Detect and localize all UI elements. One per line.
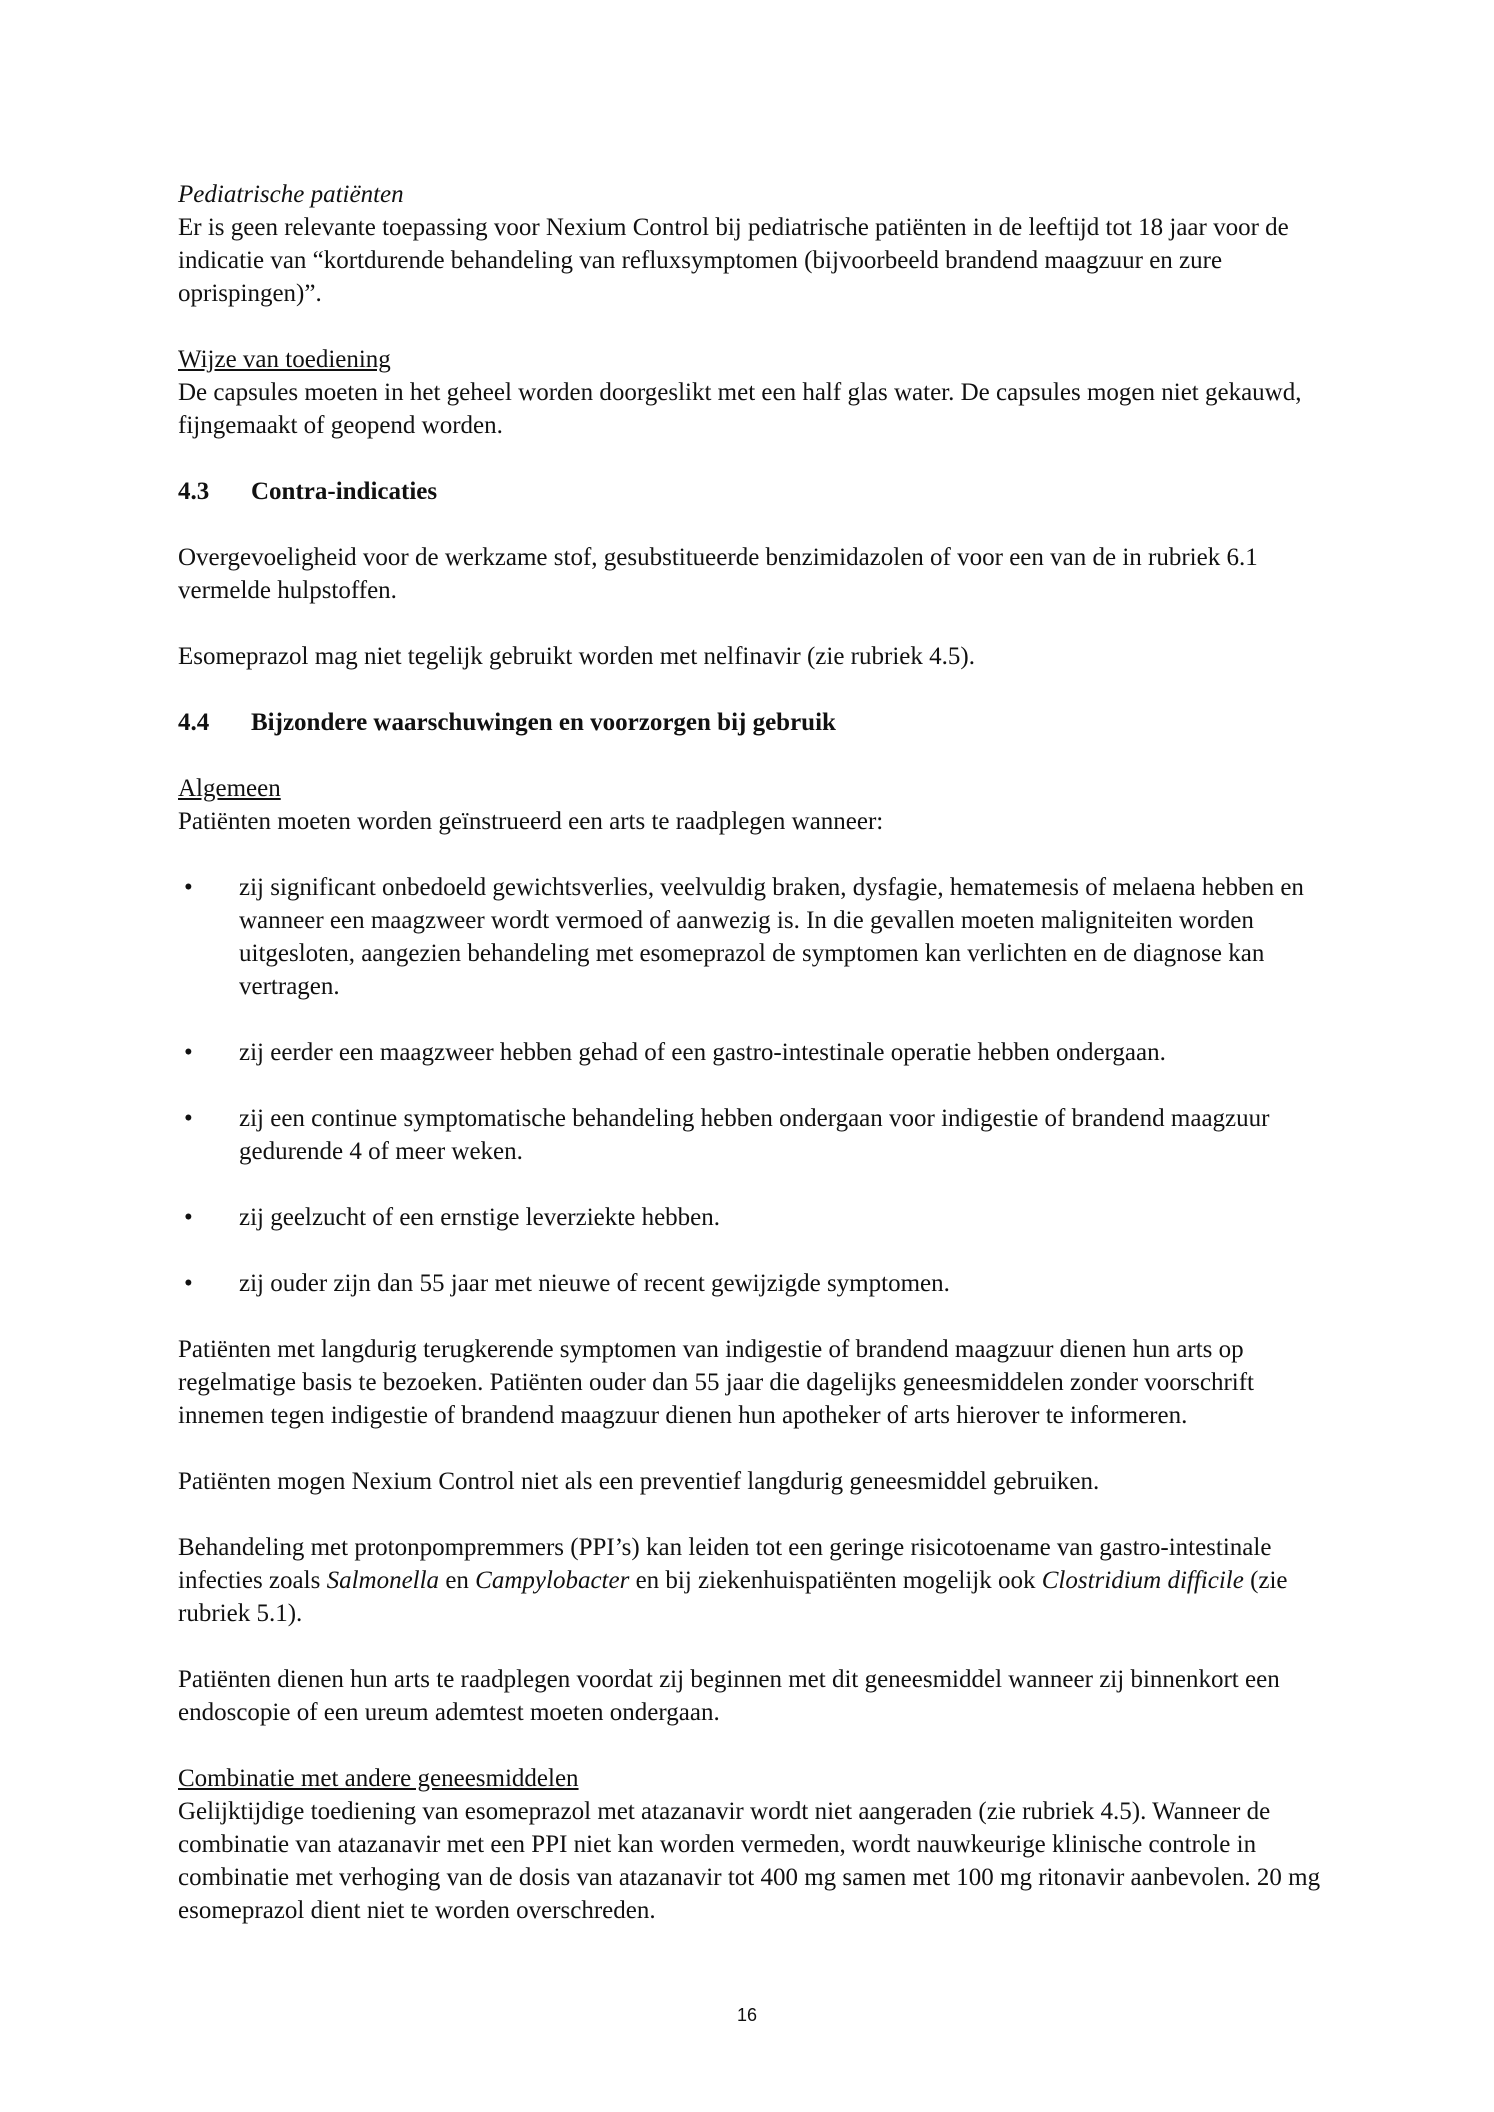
list-item-text: zij significant onbedoeld gewichtsverlies, veelvuldig braken, dysfagie, hematemesis of melaena hebben en wanneer een maagzweer wordt vermoed of aanwezig is. In die gevallen moeten maligniteiten worden uitgesloten, aangezien behandeling met esomeprazol de symptomen kan verlichten en de diagnose kan vertragen.: [239, 874, 1304, 1000]
salmonella-term: Salmonella: [326, 1567, 440, 1594]
ppi-text-d: (zie rubriek 5.1).: [178, 1567, 1288, 1627]
list-item-text: zij geelzucht of een ernstige leverziekte hebben.: [239, 1204, 721, 1231]
section-4-4-heading: [178, 706, 1338, 739]
nelfinavir-paragraph: Esomeprazol mag niet tegelijk gebruikt worden met nelfinavir (zie rubriek 4.5).: [178, 643, 975, 670]
section-title: Bijzondere waarschuwingen en voorzorgen bij gebruik: [251, 709, 836, 736]
section-4-3-heading: [178, 475, 1338, 508]
list-item: [178, 1267, 1338, 1300]
bullet-icon: •: [184, 1270, 193, 1297]
pediatric-heading: Pediatrische patiënten: [178, 181, 404, 208]
clostridium-term: Clostridium difficile: [1041, 1567, 1244, 1594]
endoscopy-paragraph: Patiënten dienen hun arts te raadplegen voordat zij beginnen met dit geneesmiddel wanneer zij binnenkort een endoscopie of een ureum ademtest moeten ondergaan.: [178, 1666, 1280, 1726]
ppi-text-b: en: [439, 1567, 476, 1594]
general-heading: Algemeen: [178, 775, 281, 802]
section-title: Contra-indicaties: [251, 478, 438, 505]
campylobacter-term: Campylobacter: [475, 1567, 630, 1594]
bullet-icon: •: [184, 1105, 193, 1132]
list-item: [178, 1201, 1338, 1234]
section-number: 4.3: [178, 478, 210, 505]
recurring-symptoms-paragraph: Patiënten met langdurig terugkerende symptomen van indigestie of brandend maagzuur dienen hun arts op regelmatige basis te bezoeken. Patiënten ouder dan 55 jaar die dagelijks geneesmiddelen zonder voorschrift innemen tegen indigestie of brandend maagzuur dienen hun apotheker of arts hierover te informeren.: [178, 1336, 1254, 1429]
list-item: [178, 871, 1338, 1003]
bullet-icon: •: [184, 1039, 193, 1066]
list-item-text: zij een continue symptomatische behandeling hebben ondergaan voor indigestie of brandend maagzuur gedurende 4 of meer weken.: [239, 1105, 1270, 1165]
list-item-text: zij ouder zijn dan 55 jaar met nieuwe of recent gewijzigde symptomen.: [239, 1270, 950, 1297]
contraindication-paragraph: Overgevoeligheid voor de werkzame stof, gesubstitueerde benzimidazolen of voor een van de in rubriek 6.1 vermelde hulpstoffen.: [178, 544, 1258, 604]
page-content: [178, 178, 1338, 1927]
general-intro: Patiënten moeten worden geïnstrueerd een arts te raadplegen wanneer:: [178, 808, 884, 835]
combination-heading: Combinatie met andere geneesmiddelen: [178, 1765, 579, 1792]
administration-text: De capsules moeten in het geheel worden doorgeslikt met een half glas water. De capsules mogen niet gekauwd, fijngemaakt of geopend worden.: [178, 379, 1302, 439]
administration-heading: Wijze van toediening: [178, 346, 391, 373]
combination-paragraph: Gelijktijdige toediening van esomeprazol met atazanavir wordt niet aangeraden (zie rubriek 4.5). Wanneer de combinatie van atazanavir met een PPI niet kan worden vermeden, wordt nauwkeurige klinische controle in combinatie met verhoging van de dosis van atazanavir tot 400 mg samen met 100 mg ritonavir aanbevolen. 20 mg esomeprazol dient niet te worden overschreden.: [178, 1798, 1321, 1924]
ppi-text-a: Behandeling met protonpompremmers (PPI’s) kan leiden tot een geringe risicotoename van gastro-intestinale infecties zoals: [178, 1534, 1272, 1594]
bullet-icon: •: [184, 874, 193, 901]
ppi-text-c: en bij ziekenhuispatiënten mogelijk ook: [629, 1567, 1042, 1594]
preventive-use-paragraph: Patiënten mogen Nexium Control niet als een preventief langdurig geneesmiddel gebruiken.: [178, 1468, 1100, 1495]
ppi-infection-paragraph: [178, 1531, 1338, 1630]
page-number: 16: [736, 2005, 758, 2025]
list-item: [178, 1102, 1338, 1168]
pediatric-text: Er is geen relevante toepassing voor Nexium Control bij pediatrische patiënten in de leeftijd tot 18 jaar voor de indicatie van “kortdurende behandeling van refluxsymptomen (bijvoorbeeld brandend maagzuur en zure oprispingen)”.: [178, 214, 1289, 307]
section-number: 4.4: [178, 709, 210, 736]
warning-list: [178, 871, 1338, 1300]
bullet-icon: •: [184, 1204, 193, 1231]
list-item: [178, 1036, 1338, 1069]
list-item-text: zij eerder een maagzweer hebben gehad of een gastro-intestinale operatie hebben ondergaan.: [239, 1039, 1166, 1066]
